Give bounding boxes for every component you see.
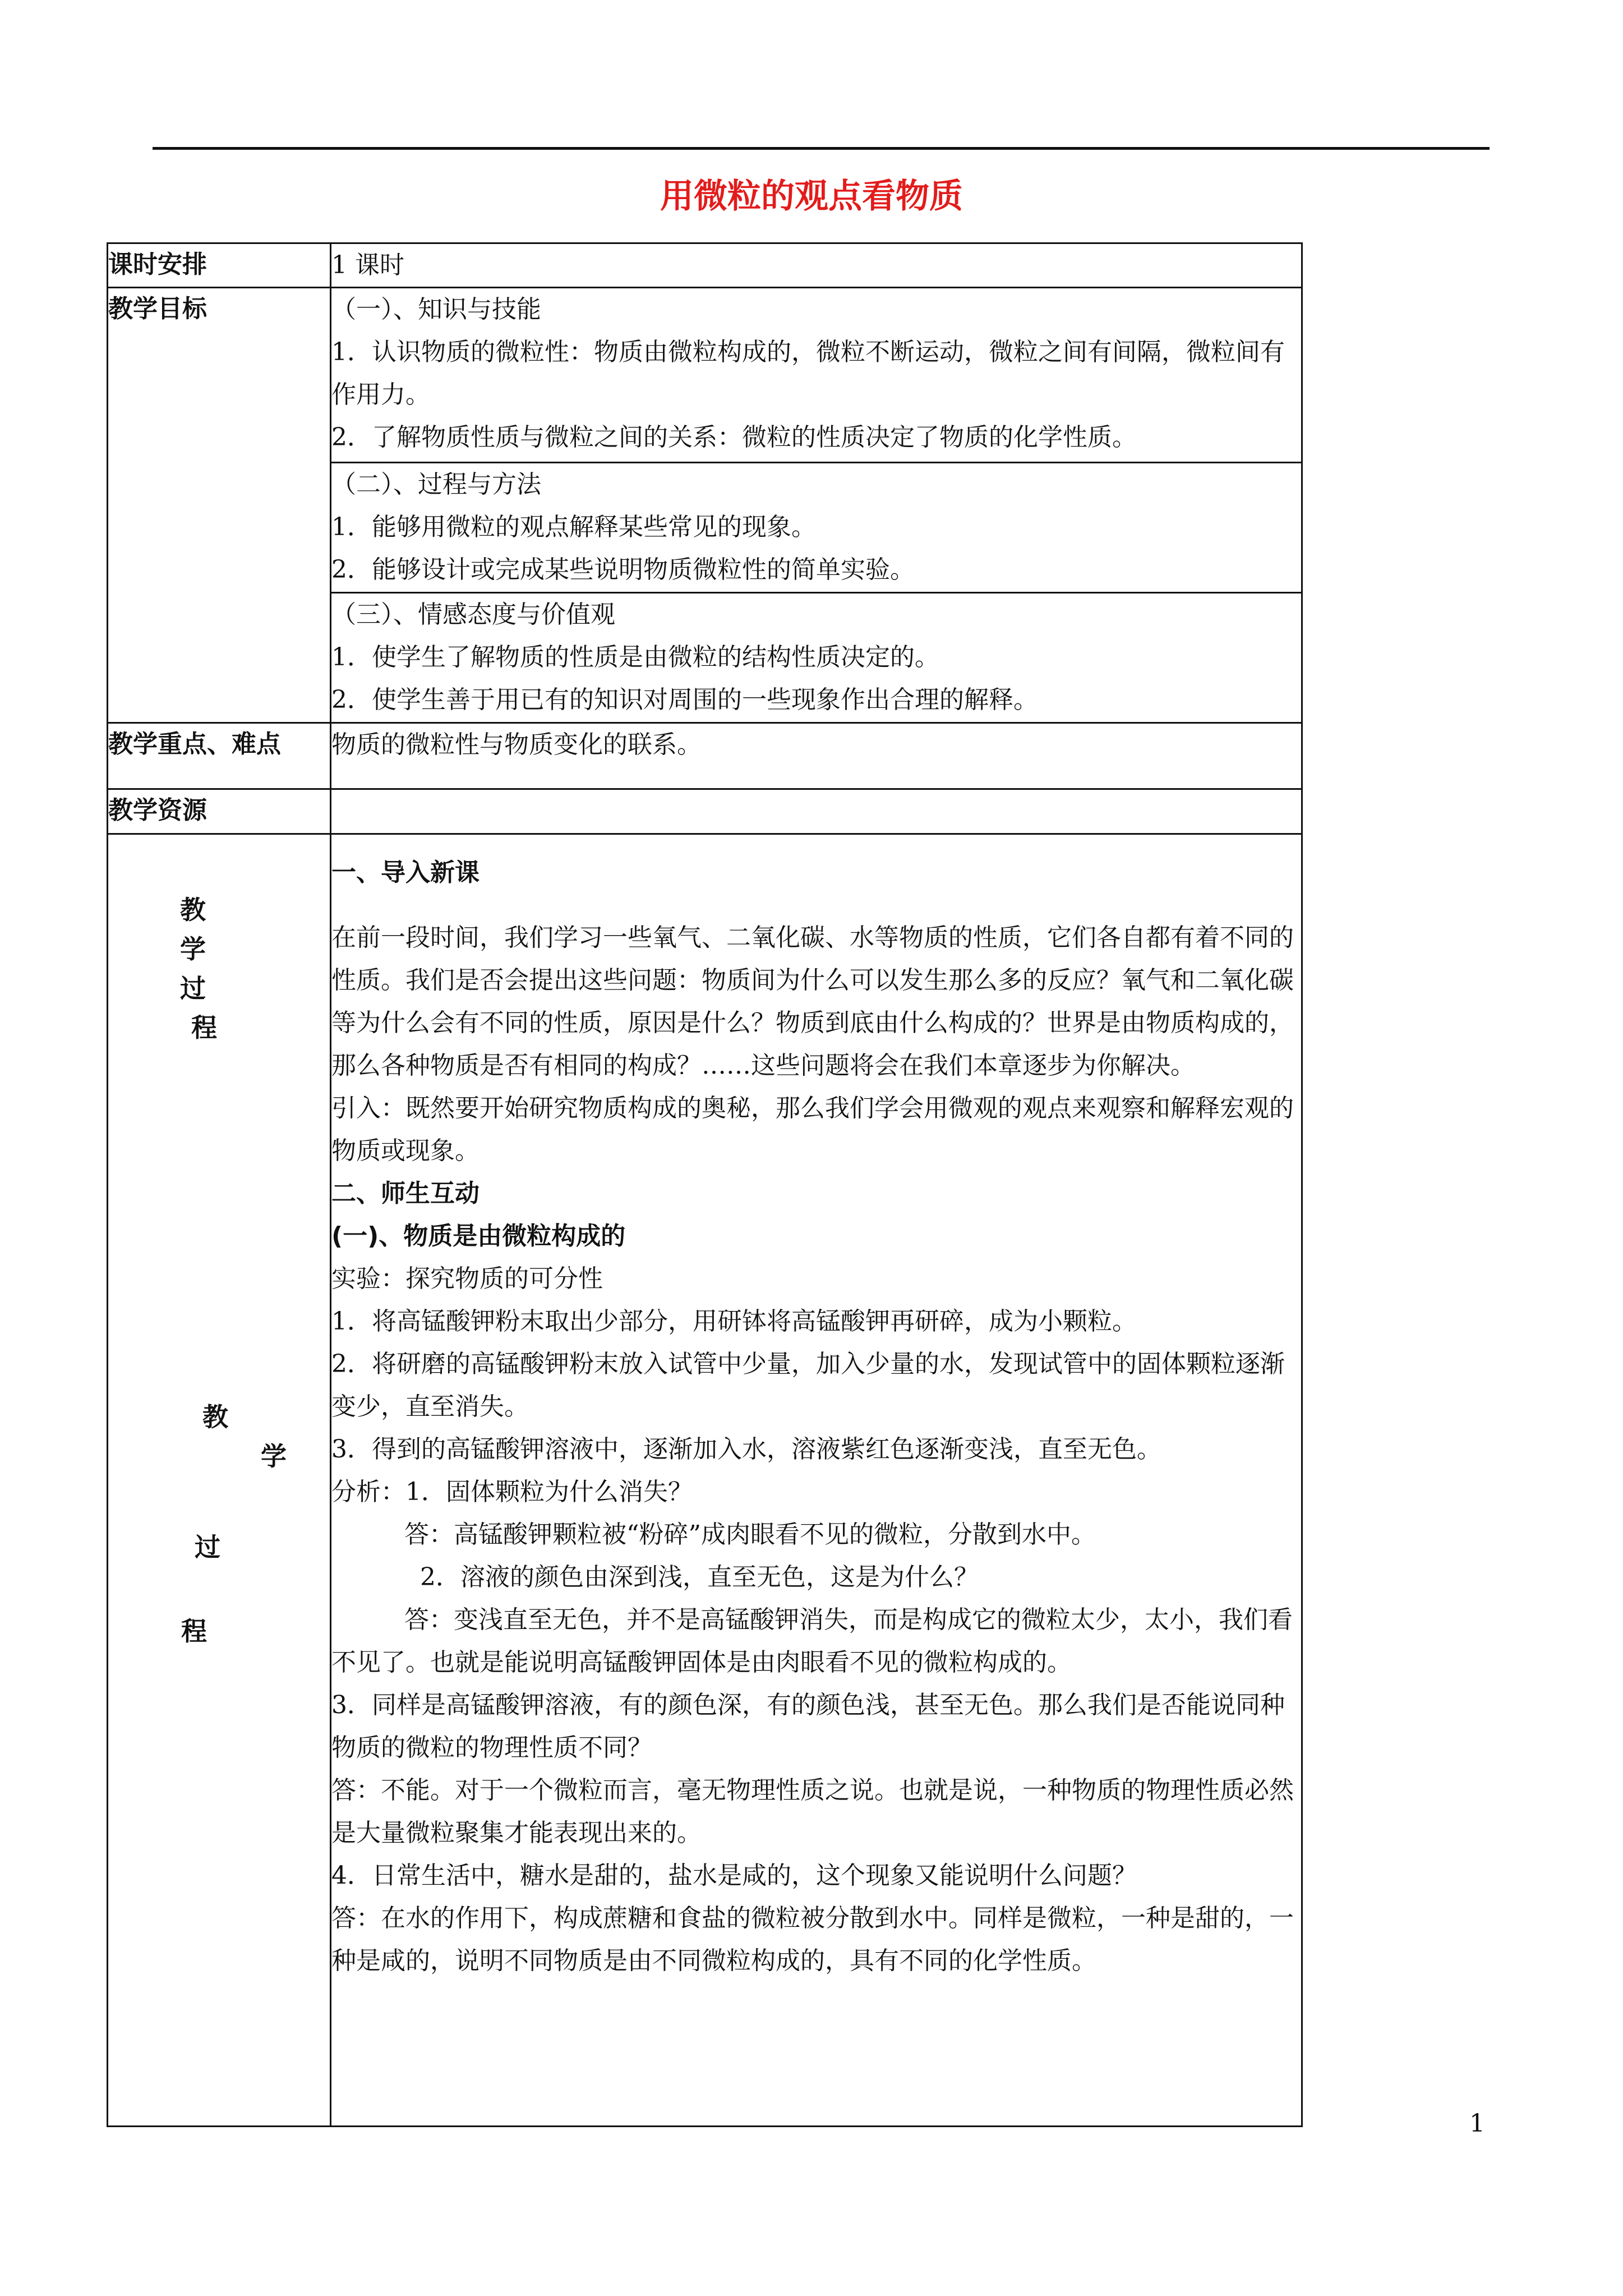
- objective-knowledge-cell: [331, 288, 1302, 463]
- lesson-plan-table: [107, 242, 1303, 2127]
- section-heading: 二、师生互动: [331, 1179, 479, 1208]
- procedure-label-char: 过: [195, 1532, 220, 1562]
- procedure-label-cell: [108, 834, 331, 2127]
- objective-item: 2．了解物质性质与微粒之间的关系：微粒的性质决定了物质的化学性质。: [331, 423, 1137, 452]
- answer: 答：在水的作用下，构成蔗糖和食盐的微粒被分散到水中。同样是微粒，一种是甜的，一种是咸的，说明不同物质是由不同微粒构成的，具有不同的化学性质。: [331, 1904, 1294, 1975]
- key-points-label: 教学重点、难点: [108, 723, 331, 789]
- procedure-label-char: 过: [180, 973, 206, 1004]
- question: 3．同样是高锰酸钾溶液，有的颜色深，有的颜色浅，甚至无色。那么我们是否能说同种物质的微粒的物理性质不同？: [331, 1691, 1285, 1762]
- subsection-heading: (一)、物质是由微粒构成的: [331, 1222, 626, 1250]
- section-heading: 一、导入新课: [331, 858, 479, 887]
- step-item: 2．将研磨的高锰酸钾粉末放入试管中少量，加入少量的水，发现试管中的固体颗粒逐渐变少，直至消失。: [331, 1350, 1285, 1421]
- step-item: 1．将高锰酸钾粉末取出少部分，用研钵将高锰酸钾再研碎，成为小颗粒。: [331, 1307, 1137, 1336]
- table-row: [108, 834, 1302, 2127]
- procedure-label-char: 教: [180, 895, 206, 925]
- objective-item: 1．能够用微粒的观点解释某些常见的现象。: [331, 513, 816, 541]
- paragraph: 引入：既然要开始研究物质构成的奥秘，那么我们学会用微观的观点来观察和解释宏观的物质或现象。: [331, 1094, 1294, 1165]
- resources-value: [331, 789, 1302, 834]
- key-points-value: 物质的微粒性与物质变化的联系。: [331, 723, 1302, 789]
- objective-attitude-cell: [331, 593, 1302, 723]
- objective-heading: （二）、过程与方法: [331, 470, 541, 499]
- objectives-label: 教学目标: [108, 288, 331, 723]
- objective-item: 2．能够设计或完成某些说明物质微粒性的简单实验。: [331, 555, 915, 584]
- objective-process-cell: [331, 463, 1302, 593]
- procedure-label-char: 程: [181, 1616, 207, 1646]
- analysis-answer: 答：高锰酸钾颗粒被“粉碎”成肉眼看不见的微粒，分散到水中。: [404, 1520, 1096, 1549]
- table-row: [108, 288, 1302, 463]
- objective-item: 2．使学生善于用已有的知识对周围的一些现象作出合理的解释。: [331, 685, 1038, 714]
- question: 4．日常生活中，糖水是甜的，盐水是咸的，这个现象又能说明什么问题？: [331, 1861, 1137, 1890]
- answer: 答：不能。对于一个微粒而言，毫无物理性质之说。也就是说，一种物质的物理性质必然是大量微粒聚集才能表现出来的。: [331, 1776, 1294, 1847]
- analysis-answer: 答：变浅直至无色，并不是高锰酸钾消失，而是构成它的微粒太少，太小，我们看不见了。也就是能说明高锰酸钾固体是由肉眼看不见的微粒构成的。: [331, 1605, 1293, 1677]
- step-item: 3．得到的高锰酸钾溶液中，逐渐加入水，溶液紫红色逐渐变浅，直至无色。: [331, 1435, 1161, 1464]
- schedule-label: 课时安排: [108, 243, 331, 288]
- table-row: [108, 243, 1302, 288]
- procedure-label-char: 学: [180, 934, 206, 964]
- table-row: [108, 789, 1302, 834]
- procedure-label-char: 学: [261, 1441, 287, 1471]
- page-number: 1: [1469, 2109, 1485, 2138]
- paragraph: 实验：探究物质的可分性: [331, 1264, 603, 1293]
- table-row: [108, 723, 1302, 789]
- analysis-question: 2．溶液的颜色由深到浅，直至无色，这是为什么？: [420, 1563, 979, 1591]
- objective-heading: （三）、情感态度与价值观: [331, 600, 615, 629]
- objective-heading: （一）、知识与技能: [331, 295, 541, 324]
- procedure-label-char: 程: [191, 1013, 217, 1043]
- objective-item: 1．认识物质的微粒性：物质由微粒构成的，微粒不断运动，微粒之间有间隔，微粒间有作用力。: [331, 338, 1285, 409]
- analysis-question: 分析：1．固体颗粒为什么消失？: [331, 1478, 693, 1506]
- header-rule: [153, 147, 1490, 150]
- schedule-value: 1 课时: [331, 243, 1302, 288]
- resources-label: 教学资源: [108, 789, 331, 834]
- paragraph: 在前一段时间，我们学习一些氧气、二氧化碳、水等物质的性质，它们各自都有着不同的性质。我们是否会提出这些问题：物质间为什么可以发生那么多的反应？氧气和二氧化碳等为什么会有不同的性质，原因是什么？物质到底由什么构成的？世界是由物质构成的，那么各种物质是否有相同的构成？……这些问题将会在我们本章逐步为你解决。: [331, 923, 1294, 1080]
- document-title: 用微粒的观点看物质: [660, 177, 963, 216]
- procedure-content: [331, 834, 1302, 2127]
- procedure-label-char: 教: [202, 1402, 228, 1432]
- objective-item: 1．使学生了解物质的性质是由微粒的结构性质决定的。: [331, 643, 939, 671]
